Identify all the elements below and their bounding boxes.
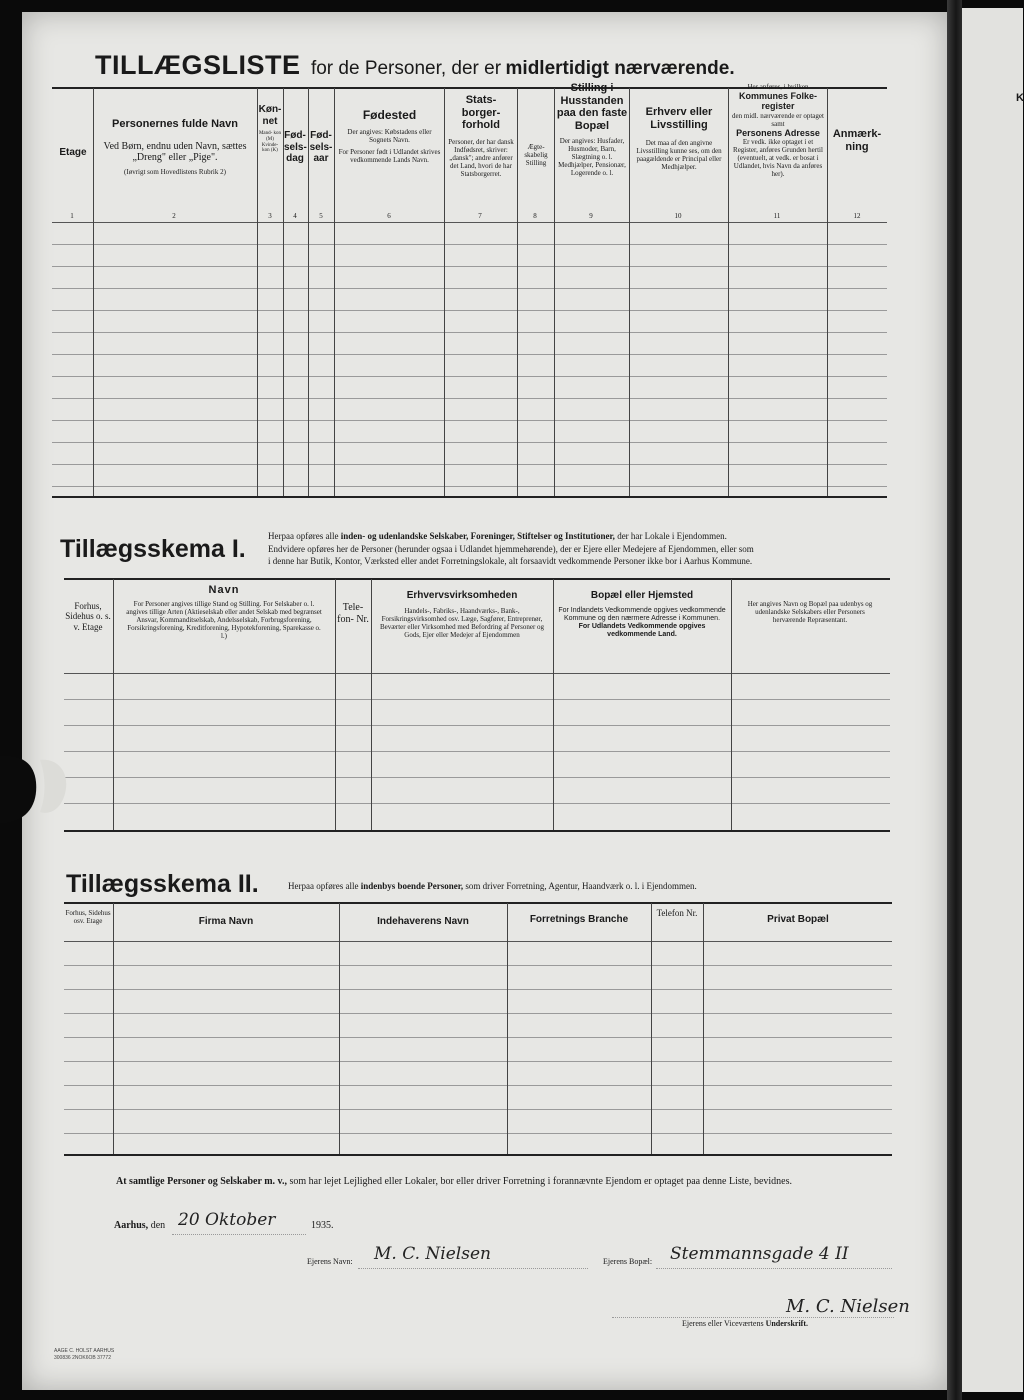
main-row-rule	[52, 486, 887, 487]
skema1-intro-line1	[268, 530, 893, 543]
skema2-intro-c: som driver Forretning, Agentur, Haandværk o. l. i Ejendommen.	[465, 881, 697, 891]
main-row-rule	[52, 398, 887, 399]
main-header-rule	[52, 222, 887, 223]
skema1-header-navn-sub: For Personer angives tillige Stand og Stilling. For Selskaber o. l. angives tillige Arten (Aktieselskab eller andet Selskab med begrænset Ansvar, Kommanditselskab, Andelsselskab, Forbrugsforening, Forsikringsforening, Kreditforening, Hypotekforening, Sparekasse o. l.)	[126, 599, 322, 640]
attestation-rest: som har lejet Lejlighed eller Lokaler, bor eller driver Forretning i forannævnte Ejendom er optaget paa denne Liste, bevidnes.	[289, 1176, 792, 1187]
column-number: 12	[853, 212, 861, 220]
skema2-header-branche: Forretnings Branche	[529, 914, 629, 925]
skema1-row-rule	[64, 777, 890, 778]
skema2-header-rule	[64, 941, 892, 942]
header-foedselsdag: Fød- sels- dag	[284, 130, 307, 164]
skema2-top-rule	[64, 902, 892, 904]
den-label: den	[150, 1220, 166, 1231]
column-number: 2	[172, 212, 176, 220]
main-column-rule	[517, 88, 518, 496]
main-list-title-rest-b: midlertidigt nærværende.	[505, 58, 735, 79]
header-foedested-title: Fødested	[362, 108, 417, 122]
binder-clip	[0, 752, 70, 827]
skema1-header-repr: Her angives Navn og Bopæl paa udenbys og udenlandske Selskabers eller Personers herværende Repræsentant.	[747, 600, 873, 625]
header-navn	[94, 118, 256, 176]
skema2-title: Tillægsskema II.	[66, 870, 259, 898]
printer-line-2: 300836 2NOK6OB 37772	[54, 1354, 111, 1361]
column-number: 6	[387, 212, 391, 220]
main-row-rule	[52, 442, 887, 443]
skema2-header-forhus: Forhus, Sidehus osv. Etage	[65, 909, 111, 926]
skema1-row-rule	[64, 699, 890, 700]
main-row-rule	[52, 288, 887, 289]
adjacent-page	[962, 8, 1023, 1392]
signature-label-b: Underskrift.	[765, 1319, 809, 1328]
binding-gutter	[947, 0, 962, 1400]
column-number: 3	[268, 212, 272, 220]
skema2-column-rule	[339, 903, 340, 1154]
main-list-title-big: TILLÆGSLISTE	[95, 50, 301, 80]
owner-name-label: Ejerens Navn:	[307, 1257, 353, 1266]
column-number: 11	[773, 212, 781, 220]
skema2-column-rule	[507, 903, 508, 1154]
skema1-intro-line3: i denne har Butik, Kontor, Værksted eller andet Forretningslokale, alt forsaavidt vedkommende Personer ikke bor i Aarhus Kommune.	[268, 556, 753, 567]
header-erhverv-sub: Det maa af den angivne Livsstilling kunne ses, om den paagældende er Principal eller Medhjælper.	[636, 139, 722, 172]
skema2-row-rule	[64, 965, 892, 966]
header-foedselsaar: Fød- sels- aar	[309, 130, 333, 164]
skema1-header-erhverv	[372, 590, 552, 639]
skema1-header-navn	[114, 584, 334, 640]
skema2-header-indehaver: Indehaverens Navn	[377, 916, 469, 927]
column-number: 4	[293, 212, 297, 220]
header-register-top: Her anføres, i hvilken	[747, 83, 809, 91]
skema2-row-rule	[64, 989, 892, 990]
owner-address-label: Ejerens Bopæl:	[603, 1257, 653, 1266]
header-navn-sub: Ved Børn, endnu uden Navn, sættes „Dreng" eller „Pige".	[103, 140, 247, 164]
column-number: 9	[589, 212, 593, 220]
year-label: 1935.	[311, 1220, 334, 1231]
skema2-header-firma: Firma Navn	[198, 916, 254, 927]
header-register-title2: Personens Adresse	[736, 127, 820, 138]
header-foedested	[336, 109, 443, 164]
header-etage: Etage	[59, 147, 87, 158]
signature-handwritten: M. C. Nielsen	[786, 1296, 910, 1317]
main-column-rule	[334, 88, 335, 496]
skema1-column-rule	[731, 579, 732, 830]
skema1-intro-line2: Endvidere opføres her de Personer (herunder ogsaa i Udlandet hjemmehørende), der er Ejere eller Medejere af Ejendommen, eller som	[268, 543, 754, 554]
skema2-row-rule	[64, 1085, 892, 1086]
header-foedested-note: For Personer født i Udlandet skrives vedkommende Lands Navn.	[338, 147, 441, 164]
skema2-column-rule	[703, 903, 704, 1154]
census-form-sheet	[22, 12, 947, 1390]
skema2-header-bopael: Privat Bopæl	[767, 914, 829, 925]
main-column-rule	[728, 88, 729, 496]
skema1-header-erhverv-title: Erhvervsvirksomheden	[406, 590, 518, 601]
owner-name-handwritten: M. C. Nielsen	[374, 1244, 491, 1264]
header-erhverv-title: Erhverv eller Livsstilling	[645, 106, 713, 131]
skema1-top-rule	[64, 578, 890, 580]
main-row-rule	[52, 354, 887, 355]
skema2-row-rule	[64, 1013, 892, 1014]
skema2-row-rule	[64, 1133, 892, 1134]
date-dotted-line	[172, 1234, 306, 1235]
header-stilling-title: Stilling i Husstanden paa den faste Bopæl	[556, 82, 628, 132]
owner-address-dotted-line	[656, 1268, 892, 1269]
main-row-rule	[52, 244, 887, 245]
header-foedested-sub: Der angives: Købstadens eller Sognets Navn.	[347, 127, 432, 144]
column-number: 7	[478, 212, 482, 220]
skema1-header-bopael-title: Bopæl eller Hjemsted	[590, 590, 694, 601]
main-column-rule	[554, 88, 555, 496]
skema2-intro	[288, 881, 697, 891]
skema1-header-bopael-sub1: For Indlandets Vedkommende opgives vedkommende Kommune og den nærmere Adresse i Kommunen.	[558, 606, 726, 622]
skema2-row-rule	[64, 1037, 892, 1038]
main-row-rule	[52, 376, 887, 377]
skema2-header-telefon: Telefon Nr.	[656, 908, 698, 918]
header-koen	[258, 104, 282, 154]
header-stilling-sub: Der angives: Husfader, Husmoder, Barn, Slægtning o. l. Medhjælper, Pensionær, Logerende o. l.	[558, 136, 626, 177]
header-statsborger	[446, 94, 516, 178]
skema1-header-erhverv-sub: Handels-, Fabriks-, Haandværks-, Bank-, Forsikringsvirksomhed osv. Læge, Sagfører, Entreprenør, Beværter eller Virksomhed med Befordring af Personer og Gods, Ejer eller Medejer af Ejendommen	[379, 606, 545, 639]
skema1-header-rule	[64, 673, 890, 674]
skema2-column-rule	[651, 903, 652, 1154]
main-row-rule	[52, 420, 887, 421]
main-column-rule	[629, 88, 630, 496]
main-table-bottom-rule	[52, 496, 887, 498]
skema1-row-rule	[64, 751, 890, 752]
printer-imprint	[54, 1348, 114, 1361]
date-handwritten: 20 Oktober	[178, 1210, 276, 1230]
skema1-header-bopael-sub2: For Udlandets Vedkommende opgives vedkommende Land.	[578, 622, 706, 638]
signature-dotted-line	[612, 1317, 894, 1318]
skema2-intro-b: indenbys boende Personer,	[360, 881, 464, 891]
header-register-mid: den midl. nærværende er optaget samt	[732, 111, 824, 128]
owner-name-dotted-line	[358, 1268, 588, 1269]
main-column-rule	[444, 88, 445, 496]
main-row-rule	[52, 332, 887, 333]
column-number: 1	[70, 212, 74, 220]
header-statsborger-sub: Personer, der har dansk Indfødsret, skriver: „dansk"; andre anfører det Land, hvori de har Statsborgerret.	[448, 137, 514, 179]
printer-line-1: AAGE C. HOLST AARHUS	[54, 1348, 115, 1354]
header-register	[730, 83, 826, 178]
skema2-column-rule	[113, 903, 114, 1154]
owner-address-handwritten: Stemmannsgade 4 II	[670, 1244, 849, 1264]
main-row-rule	[52, 310, 887, 311]
attestation-statement	[116, 1176, 792, 1187]
header-navn-title: Personernes fulde Navn	[112, 118, 238, 130]
adjacent-page-letter: K	[1016, 92, 1024, 104]
attestation-bold: At samtlige Personer og Selskaber m. v.,	[116, 1176, 288, 1187]
header-koen-title: Køn- net	[258, 104, 282, 127]
skema1-intro-c: der har Lokale i Ejendommen.	[617, 531, 727, 541]
main-list-title-rest-a: for de Personer, der er	[310, 58, 502, 79]
header-erhverv	[631, 106, 727, 171]
header-statsborger-title: Stats- borger- forhold	[461, 94, 501, 132]
date-line	[114, 1220, 165, 1231]
header-stilling	[556, 82, 628, 177]
column-number: 5	[319, 212, 323, 220]
skema1-header-forhus: Forhus, Sidehus o. s. v. Etage	[65, 601, 111, 632]
column-number: 8	[533, 212, 537, 220]
main-list-title	[95, 50, 735, 81]
header-navn-note: (Iøvrigt som Hovedlistens Rubrik 2)	[124, 167, 226, 176]
skema1-bottom-rule	[64, 830, 890, 832]
skema1-intro	[268, 530, 893, 568]
skema2-bottom-rule	[64, 1154, 892, 1156]
skema1-row-rule	[64, 725, 890, 726]
signature-label-a: Ejerens eller Viceværtens	[682, 1319, 764, 1328]
column-number: 10	[674, 212, 682, 220]
header-register-title: Kommunes Folke- register	[738, 91, 817, 112]
skema1-intro-b: inden- og udenlandske Selskaber, Foreninger, Stiftelser og Institutioner,	[340, 531, 615, 541]
main-row-rule	[52, 464, 887, 465]
skema1-header-navn-title: Navn	[208, 584, 240, 596]
skema2-intro-a: Herpaa opføres alle	[288, 881, 359, 891]
header-anmaerkning: Anmærk- ning	[832, 128, 882, 153]
place-label: Aarhus,	[114, 1220, 149, 1231]
skema1-header-bopael	[554, 590, 730, 639]
skema2-row-rule	[64, 1061, 892, 1062]
header-register-sub: Er vedk. ikke optaget i et Register, anføres Grunden hertil (eventuelt, at vedk. er bosat i Udlandet, hvis Navn da anføres her).	[733, 138, 823, 179]
header-aegteskab: Ægte- skabelig Stilling	[524, 143, 548, 168]
signature-label	[682, 1319, 808, 1328]
skema1-title: Tillægsskema I.	[60, 535, 246, 563]
main-row-rule	[52, 266, 887, 267]
header-koen-sub: Mand- kon (M) Kvinde- kon (K)	[258, 131, 282, 154]
skema1-intro-a: Herpaa opføres alle	[268, 531, 339, 541]
skema2-row-rule	[64, 1109, 892, 1110]
skema1-row-rule	[64, 803, 890, 804]
skema1-header-telefon: Tele- fon- Nr.	[337, 602, 369, 625]
